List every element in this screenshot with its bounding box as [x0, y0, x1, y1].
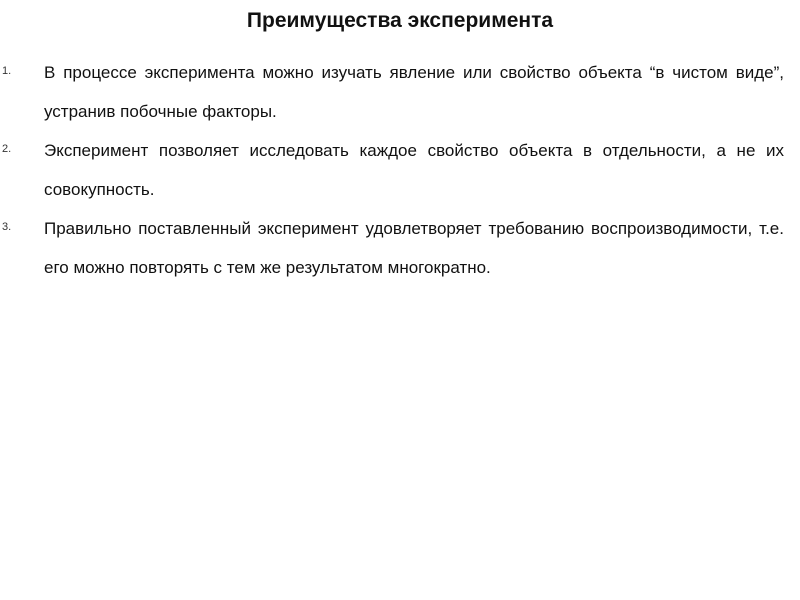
list-item-text: Эксперимент позволяет исследовать каждое свойство объекта в отдельности, а не их совокупность.	[44, 141, 784, 199]
list-item-text: В процессе эксперимента можно изучать явление или свойство объекта “в чистом виде”, устранив побочные факторы.	[44, 63, 784, 121]
list-item-text: Правильно поставленный эксперимент удовлетворяет требованию воспроизводимости, т.е. его можно повторять с тем же результатом многократно.	[44, 219, 784, 277]
list-item-number: 1.	[2, 65, 12, 77]
list-item-number: 3.	[2, 221, 12, 233]
list-item-number: 2.	[2, 143, 12, 155]
slide-title: Преимущества эксперимента	[246, 9, 554, 32]
list-item	[0, 131, 800, 209]
list-item	[0, 53, 800, 131]
list-item	[0, 209, 800, 287]
advantages-list	[0, 53, 800, 287]
